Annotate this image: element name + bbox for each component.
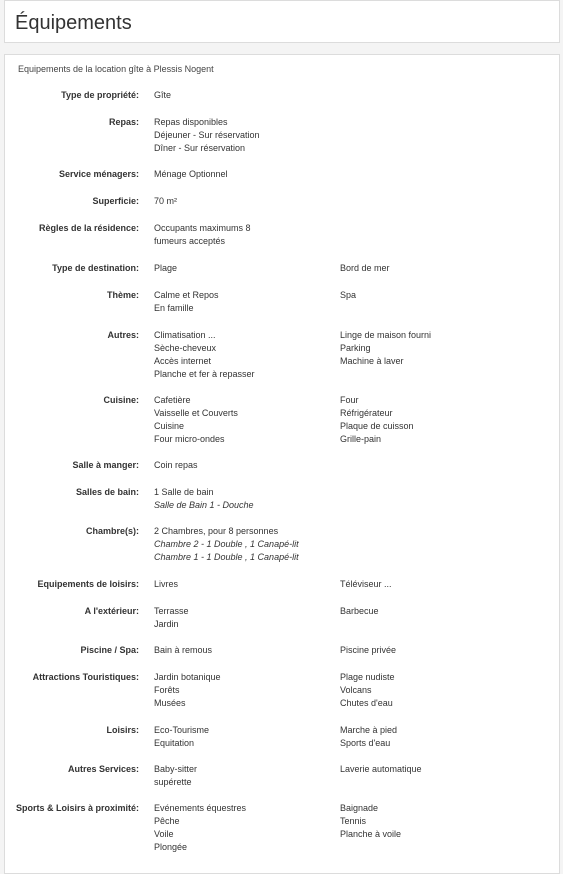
equipment-value: Baignade — [340, 803, 379, 813]
equipment-value: Forêts — [154, 685, 180, 695]
equipment-values-col1 — [154, 168, 334, 181]
equipment-row — [5, 644, 559, 657]
equipment-values-col2 — [340, 724, 520, 750]
equipment-value: Déjeuner - Sur réservation — [154, 130, 260, 140]
equipment-row — [5, 724, 559, 750]
equipment-values-col1 — [154, 459, 334, 472]
equipment-value: Climatisation ... — [154, 330, 216, 340]
equipment-value: Ménage Optionnel — [154, 169, 228, 179]
equipment-values-col1 — [154, 724, 334, 750]
equipment-values-col2 — [340, 262, 520, 275]
equipment-value: Gîte — [154, 90, 172, 100]
equipment-value: Terrasse — [154, 606, 189, 616]
equipment-panel — [4, 54, 560, 874]
equipment-value: Plage nudiste — [340, 672, 395, 682]
equipment-values-col1 — [154, 525, 334, 564]
equipment-row-label: Autres: — [107, 330, 139, 340]
equipment-value: fumeurs acceptés — [154, 236, 226, 246]
title-panel — [4, 0, 560, 43]
equipment-value: Bain à remous — [154, 645, 213, 655]
equipment-row-label: Equipements de loisirs: — [37, 579, 139, 589]
equipment-row — [5, 525, 559, 564]
panel-subtitle: Equipements de la location gîte à Plessis Nogent — [18, 64, 214, 74]
equipment-row-label: Superficie: — [92, 196, 139, 206]
equipment-values-col2 — [340, 671, 520, 710]
page-title: Équipements — [15, 12, 132, 34]
equipment-values-col1 — [154, 605, 334, 631]
equipment-value: Jardin — [154, 619, 179, 629]
equipment-row — [5, 262, 559, 275]
equipment-row-label: Salles de bain: — [75, 487, 139, 497]
equipment-value: Salle de Bain 1 - Douche — [154, 500, 254, 510]
equipment-value: Plage — [154, 263, 178, 273]
equipment-value: Machine à laver — [340, 356, 404, 366]
equipment-values-col2 — [340, 763, 520, 776]
equipment-value: Evénements équestres — [154, 803, 247, 813]
equipment-value: Marche à pied — [340, 725, 398, 735]
equipment-row-label: Thème: — [106, 290, 139, 300]
equipment-value: Linge de maison fourni — [340, 330, 432, 340]
equipment-value: Voile — [154, 829, 174, 839]
equipment-row — [5, 486, 559, 512]
equipment-row-label: Piscine / Spa: — [80, 645, 139, 655]
equipment-values-col1 — [154, 262, 334, 275]
equipment-row — [5, 802, 559, 854]
equipment-value: Dîner - Sur réservation — [154, 143, 246, 153]
equipment-value: Barbecue — [340, 606, 379, 616]
equipment-value: supérette — [154, 777, 192, 787]
equipment-row — [5, 605, 559, 631]
equipment-values-col1 — [154, 329, 334, 381]
equipment-value: Planche et fer à repasser — [154, 369, 255, 379]
equipment-values-col1 — [154, 578, 334, 591]
equipment-value: Jardin botanique — [154, 672, 221, 682]
equipment-values-col1 — [154, 763, 334, 789]
equipment-row-label: Type de destination: — [52, 263, 139, 273]
equipment-value: En famille — [154, 303, 194, 313]
equipment-value: Parking — [340, 343, 371, 353]
equipment-value: Accès internet — [154, 356, 212, 366]
equipment-value: Laverie automatique — [340, 764, 422, 774]
equipment-value: Grille-pain — [340, 434, 382, 444]
equipment-values-col2 — [340, 644, 520, 657]
equipment-values-col1 — [154, 644, 334, 657]
equipment-row-label: Autres Services: — [67, 764, 139, 774]
equipment-values-col2 — [340, 578, 520, 591]
equipment-row-label: Service ménagers: — [58, 169, 139, 179]
equipment-value: Piscine privée — [340, 645, 397, 655]
equipment-value: 2 Chambres, pour 8 personnes — [154, 526, 279, 536]
equipment-value: Livres — [154, 579, 179, 589]
equipment-row-label: Cuisine: — [103, 395, 139, 405]
equipment-value: 1 Salle de bain — [154, 487, 214, 497]
equipment-row-label: Type de propriété: — [61, 90, 139, 100]
equipment-row — [5, 168, 559, 181]
equipment-values-col2 — [340, 802, 520, 841]
equipment-value: Plongée — [154, 842, 188, 852]
equipment-row-label: Sports & Loisirs à proximité: — [15, 803, 139, 813]
equipment-value: Spa — [340, 290, 357, 300]
equipment-values-col2 — [340, 289, 520, 302]
equipment-value: Bord de mer — [340, 263, 390, 273]
equipment-values-col2 — [340, 329, 520, 368]
equipment-values-col1 — [154, 89, 334, 102]
equipment-value: Cafetière — [154, 395, 191, 405]
equipment-value: 70 m² — [154, 196, 178, 206]
equipment-value: Four — [340, 395, 359, 405]
equipment-values-col1 — [154, 195, 334, 208]
equipment-value: Chambre 2 - 1 Double , 1 Canapé-lit — [154, 539, 299, 549]
equipment-value: Chambre 1 - 1 Double , 1 Canapé-lit — [154, 552, 299, 562]
equipment-value: Calme et Repos — [154, 290, 219, 300]
equipment-row — [5, 671, 559, 710]
equipment-value: Musées — [154, 698, 186, 708]
equipment-value: Repas disponibles — [154, 117, 228, 127]
equipment-row-label: Attractions Touristiques: — [32, 672, 139, 682]
equipment-value: Equitation — [154, 738, 195, 748]
equipment-value: Occupants maximums 8 — [154, 223, 251, 233]
equipment-row-label: Repas: — [108, 117, 139, 127]
equipment-value: Vaisselle et Couverts — [154, 408, 238, 418]
equipment-values-col1 — [154, 222, 334, 248]
equipment-row — [5, 116, 559, 155]
equipment-row — [5, 578, 559, 591]
equipment-values-col2 — [340, 605, 520, 618]
equipment-value: Four micro-ondes — [154, 434, 225, 444]
equipment-row — [5, 394, 559, 446]
equipment-value: Chutes d'eau — [340, 698, 393, 708]
equipment-value: Téléviseur ... — [340, 579, 392, 589]
equipment-value: Eco-Tourisme — [154, 725, 210, 735]
equipment-value: Cuisine — [154, 421, 185, 431]
equipment-row-label: Loisirs: — [106, 725, 139, 735]
equipment-values-col1 — [154, 671, 334, 710]
equipment-values-col1 — [154, 394, 334, 446]
equipment-row — [5, 459, 559, 472]
equipment-values-col1 — [154, 486, 334, 512]
equipment-values-col2 — [340, 394, 520, 446]
equipment-values-col1 — [154, 802, 334, 854]
equipment-value: Coin repas — [154, 460, 198, 470]
equipment-row-label: Chambre(s): — [85, 526, 139, 536]
equipment-row — [5, 329, 559, 381]
equipment-value: Sèche-cheveux — [154, 343, 217, 353]
equipment-value: Planche à voile — [340, 829, 402, 839]
equipment-value: Baby-sitter — [154, 764, 198, 774]
equipment-row — [5, 195, 559, 208]
equipment-values-col1 — [154, 289, 334, 315]
equipment-values-col1 — [154, 116, 334, 155]
equipment-row — [5, 763, 559, 789]
equipment-row — [5, 89, 559, 102]
equipment-value: Pêche — [154, 816, 180, 826]
equipment-row-label: Règles de la résidence: — [38, 223, 139, 233]
equipment-value: Plaque de cuisson — [340, 421, 414, 431]
equipment-row — [5, 222, 559, 248]
equipment-value: Réfrigérateur — [340, 408, 393, 418]
equipment-row-label: A l'extérieur: — [84, 606, 139, 616]
equipment-value: Tennis — [340, 816, 367, 826]
equipment-value: Volcans — [340, 685, 372, 695]
equipment-value: Sports d'eau — [340, 738, 391, 748]
equipment-row — [5, 289, 559, 315]
equipment-row-label: Salle à manger: — [72, 460, 139, 470]
